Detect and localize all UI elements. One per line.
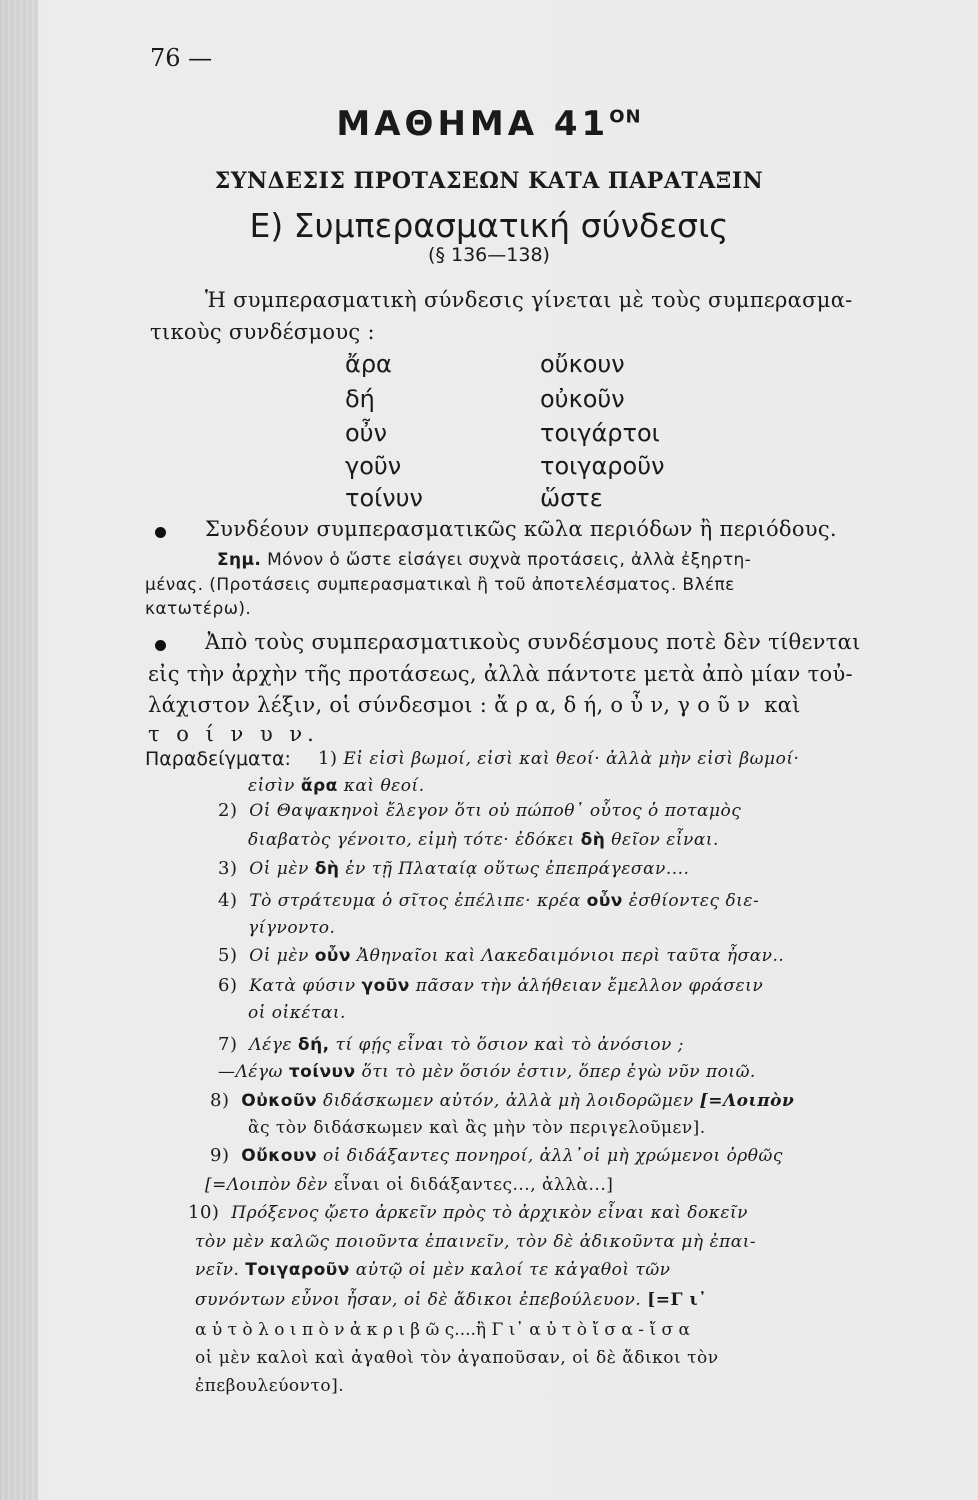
example-7-number: 7) — [218, 1034, 238, 1055]
conj-left-2: οὖν — [345, 419, 387, 447]
intro-line-1: Ἡ συμπερασματικὴ σύνδεσις γίνεται μὲ τοὺς συμπερασμα- — [205, 288, 853, 312]
example-7-line-1 — [218, 1034, 684, 1055]
rule-2-line-2: εἰς τὴν ἀρχὴν τῆς προτάσεως, ἀλλὰ πάντοτε μετὰ ἀπὸ μίαν τοὐ- — [148, 662, 853, 686]
note-line-1 — [217, 550, 751, 570]
note-line-1-text: Μόνον ὁ ὥστε εἰσάγει συχνὰ προτάσεις, ἀλλὰ ἐξηρτη- — [267, 550, 752, 570]
lesson-title-text: ΜΑΘΗΜΑ 41 — [336, 104, 610, 144]
conj-right-4: ὥστε — [540, 484, 603, 512]
bullet-rule-2 — [155, 640, 166, 651]
example-6-text-b: πᾶσαν τὴν ἀλήθειαν ἔμελλον φράσειν — [415, 976, 764, 996]
lesson-title-suffix: ΟΝ — [609, 106, 642, 128]
lesson-title — [0, 104, 978, 144]
rule-1: Συνδέουν συμπερασματικῶς κῶλα περιόδων ἢ περιόδους. — [205, 517, 837, 541]
rule-2-spaced-conjunctions: ἄ ρ α, δ ή, ο ὖ ν, γ ο ῦ ν — [494, 693, 751, 717]
example-9-text-c: εἶναι οἱ διδάξαντες..., ἀλλὰ...] — [333, 1175, 614, 1195]
page-number: 76 — — [150, 44, 213, 72]
section-reference: (§ 136—138) — [428, 244, 550, 266]
example-4-text-b: ἐσθίοντες διε- — [628, 891, 760, 911]
example-3-keyword: δὴ — [314, 859, 340, 879]
example-5 — [218, 945, 784, 966]
example-8-line-1 — [210, 1090, 794, 1111]
example-1-line-1 — [318, 748, 799, 769]
example-5-keyword: οὖν — [314, 946, 351, 966]
example-10-number: 10) — [188, 1202, 220, 1223]
example-10-line-6: οἱ μὲν καλοὶ καὶ ἀγαθοὶ τὸν ἀγαποῦσαν, οἱ δὲ ἄδικοι τὸν — [195, 1348, 719, 1368]
rule-2-and: καὶ — [764, 693, 801, 717]
example-1-text: Εἰ εἰσὶ βωμοί, εἰσὶ καὶ θεοί· ἀλλὰ μὴν εἰσὶ βωμοί· — [343, 749, 800, 769]
example-8-keyword: Οὐκοῦν — [241, 1091, 318, 1111]
example-2-keyword: δὴ — [580, 830, 606, 850]
conj-left-0: ἄρα — [345, 350, 392, 378]
example-6-line-1 — [218, 975, 763, 996]
note-line-3: κατωτέρω). — [145, 599, 252, 619]
rule-2-line-1: Ἀπὸ τοὺς συμπερασματικοὺς συνδέσμους ποτὲ δὲν τίθενται — [205, 630, 861, 654]
conj-right-0: οὔκουν — [540, 350, 625, 378]
example-9-text-a: οἱ διδάξαντες πονηροί, ἀλλ᾽οἱ μὴ χρώμενοι ὀρθῶς — [322, 1146, 783, 1166]
example-8-text-a: διδάσκωμεν αὐτόν, ἀλλὰ μὴ λοιδορῶμεν — [322, 1091, 694, 1111]
example-7-keyword: δή, — [297, 1035, 330, 1055]
note-label: Σημ. — [217, 550, 262, 570]
example-3-number: 3) — [218, 858, 238, 879]
example-10-line-4 — [195, 1290, 707, 1310]
example-8-text-b: [=Λοιπὸν — [699, 1091, 795, 1111]
conj-right-1: οὐκοῦν — [540, 385, 625, 413]
example-10-line-3 — [195, 1260, 671, 1280]
intro-line-2: τικοὺς συνδέσμους : — [150, 320, 375, 344]
example-10-text-d: αὐτῷ οἱ μὲν καλοί τε κἀγαθοὶ τῶν — [355, 1260, 671, 1280]
example-10-text-e: συνόντων εὖνοι ἦσαν, οἱ δὲ ἄδικοι ἐπεβούλευον. — [195, 1290, 642, 1310]
example-7-text-c: —Λέγω — [218, 1062, 283, 1082]
example-9-line-1 — [210, 1145, 783, 1166]
examples-label — [145, 748, 291, 770]
example-9-number: 9) — [210, 1145, 230, 1166]
example-9-line-2 — [205, 1175, 613, 1195]
example-4-line-1 — [218, 890, 759, 911]
example-1-number: 1) — [318, 748, 338, 769]
example-6-text-a: Κατὰ φύσιν — [249, 976, 356, 996]
example-5-text-a: Οἱ μὲν — [249, 946, 309, 966]
example-10-text-f: [=Γ ι᾽ — [647, 1290, 708, 1310]
example-7-keyword-2: τοίνυν — [288, 1062, 356, 1082]
example-6-number: 6) — [218, 975, 238, 996]
example-1-text-b: εἰσὶν — [248, 776, 295, 796]
example-2-line-1 — [218, 800, 741, 821]
example-6-keyword: γοῦν — [361, 976, 410, 996]
example-5-number: 5) — [218, 945, 238, 966]
example-9-text-b: [=Λοιπὸν δὲν — [205, 1175, 328, 1195]
example-8-number: 8) — [210, 1090, 230, 1111]
conj-left-3: γοῦν — [345, 452, 402, 480]
conj-left-1: δή — [345, 385, 375, 413]
example-4-text-a: Τὸ στράτευμα ὁ σῖτος ἐπέλιπε· κρέα — [249, 891, 581, 911]
example-7-text-a: Λέγε — [249, 1035, 292, 1055]
conj-left-4: τοίνυν — [345, 484, 423, 512]
example-7-text-b: τί φῄς εἶναι τὸ ὅσιον καὶ τὸ ἀνόσιον ; — [335, 1035, 684, 1055]
example-10-line-5: α ὐ τ ὸ λ ο ι π ὸ ν ἀ κ ρ ι β ῶ ς....ἢ Γ ι᾽ α ὐ τ ὸ ἴ σ α - ἴ σ α — [195, 1320, 691, 1340]
conj-right-2: τοιγάρτοι — [540, 419, 660, 447]
note-line-2: μένας. (Προτάσεις συμπερασματικαὶ ἢ τοῦ ἀποτελέσματος. Βλέπε — [145, 575, 735, 595]
example-2-text-b: διαβατὸς γένοιτο, εἰμὴ τότε· ἐδόκει — [248, 830, 575, 850]
example-10-text-c: νεῖν. — [195, 1260, 240, 1280]
example-2-number: 2) — [218, 800, 238, 821]
example-2-line-2 — [248, 830, 719, 850]
example-9-keyword: Οὔκουν — [241, 1146, 318, 1166]
section-title: Ε) Συμπερασματική σύνδεσις — [249, 206, 729, 245]
rule-2-line-3-text: λάχιστον λέξιν, οἱ σύνδεσμοι : — [148, 693, 488, 717]
example-10-text-a: Πρόξενος ᾤετο ἀρκεῖν πρὸς τὸ ἀρχικὸν εἶναι καὶ δοκεῖν — [231, 1203, 749, 1223]
example-7-text-d: ὅτι τὸ μὲν ὅσιόν ἐστιν, ὅπερ ἐγὼ νῦν ποιῶ. — [361, 1062, 756, 1082]
example-10-line-7: ἐπεβουλεύοντο]. — [195, 1376, 345, 1396]
example-10-line-2: τὸν μὲν καλῶς ποιοῦντα ἐπαινεῖν, τὸν δὲ ἀδικοῦντα μὴ ἐπαι- — [195, 1232, 757, 1252]
example-10-keyword: Τοιγαροῦν — [245, 1260, 350, 1280]
example-2-text-c: θεῖον εἶναι. — [611, 830, 719, 850]
chapter-subtitle: ΣΥΝΔΕΣΙΣ ΠΡΟΤΑΣΕΩΝ ΚΑΤΑ ΠΑΡΑΤΑΞΙΝ — [214, 168, 764, 194]
example-3 — [218, 858, 689, 879]
example-5-text-b: Ἀθηναῖοι καὶ Λακεδαιμόνιοι περὶ ταῦτα ἦσαν.. — [356, 946, 785, 966]
example-4-line-2: γίγνοντο. — [248, 918, 336, 938]
example-10-line-1 — [188, 1202, 748, 1223]
bullet-rule-1 — [155, 527, 166, 538]
example-4-number: 4) — [218, 890, 238, 911]
conj-right-3: τοιγαροῦν — [540, 452, 665, 480]
example-6-line-2: οἱ οἰκέται. — [248, 1003, 346, 1023]
example-2-text-a: Οἱ Θαψακηνοὶ ἔλεγον ὅτι οὐ πώποθ᾽ οὗτος ὁ ποταμὸς — [249, 801, 742, 821]
example-3-text-a: Οἱ μὲν — [249, 859, 309, 879]
example-4-keyword: οὖν — [586, 891, 623, 911]
rule-2-line-3 — [148, 693, 801, 717]
examples-label-text: Παραδείγματα: — [145, 748, 291, 770]
example-1-line-2 — [248, 776, 425, 796]
example-1-keyword: ἄρα — [300, 776, 338, 796]
example-3-text-b: ἐν τῇ Πλαταίᾳ οὕτως ἐπεπράγεσαν.... — [345, 859, 690, 879]
example-1-text-c: καὶ θεοί. — [343, 776, 425, 796]
example-7-line-2 — [218, 1062, 756, 1082]
rule-2-line-4: τ ο ί ν υ ν. — [148, 722, 319, 746]
example-8-line-2: ἂς τὸν διδάσκωμεν καὶ ἂς μὴν τὸν περιγελοῦμεν]. — [248, 1118, 706, 1138]
